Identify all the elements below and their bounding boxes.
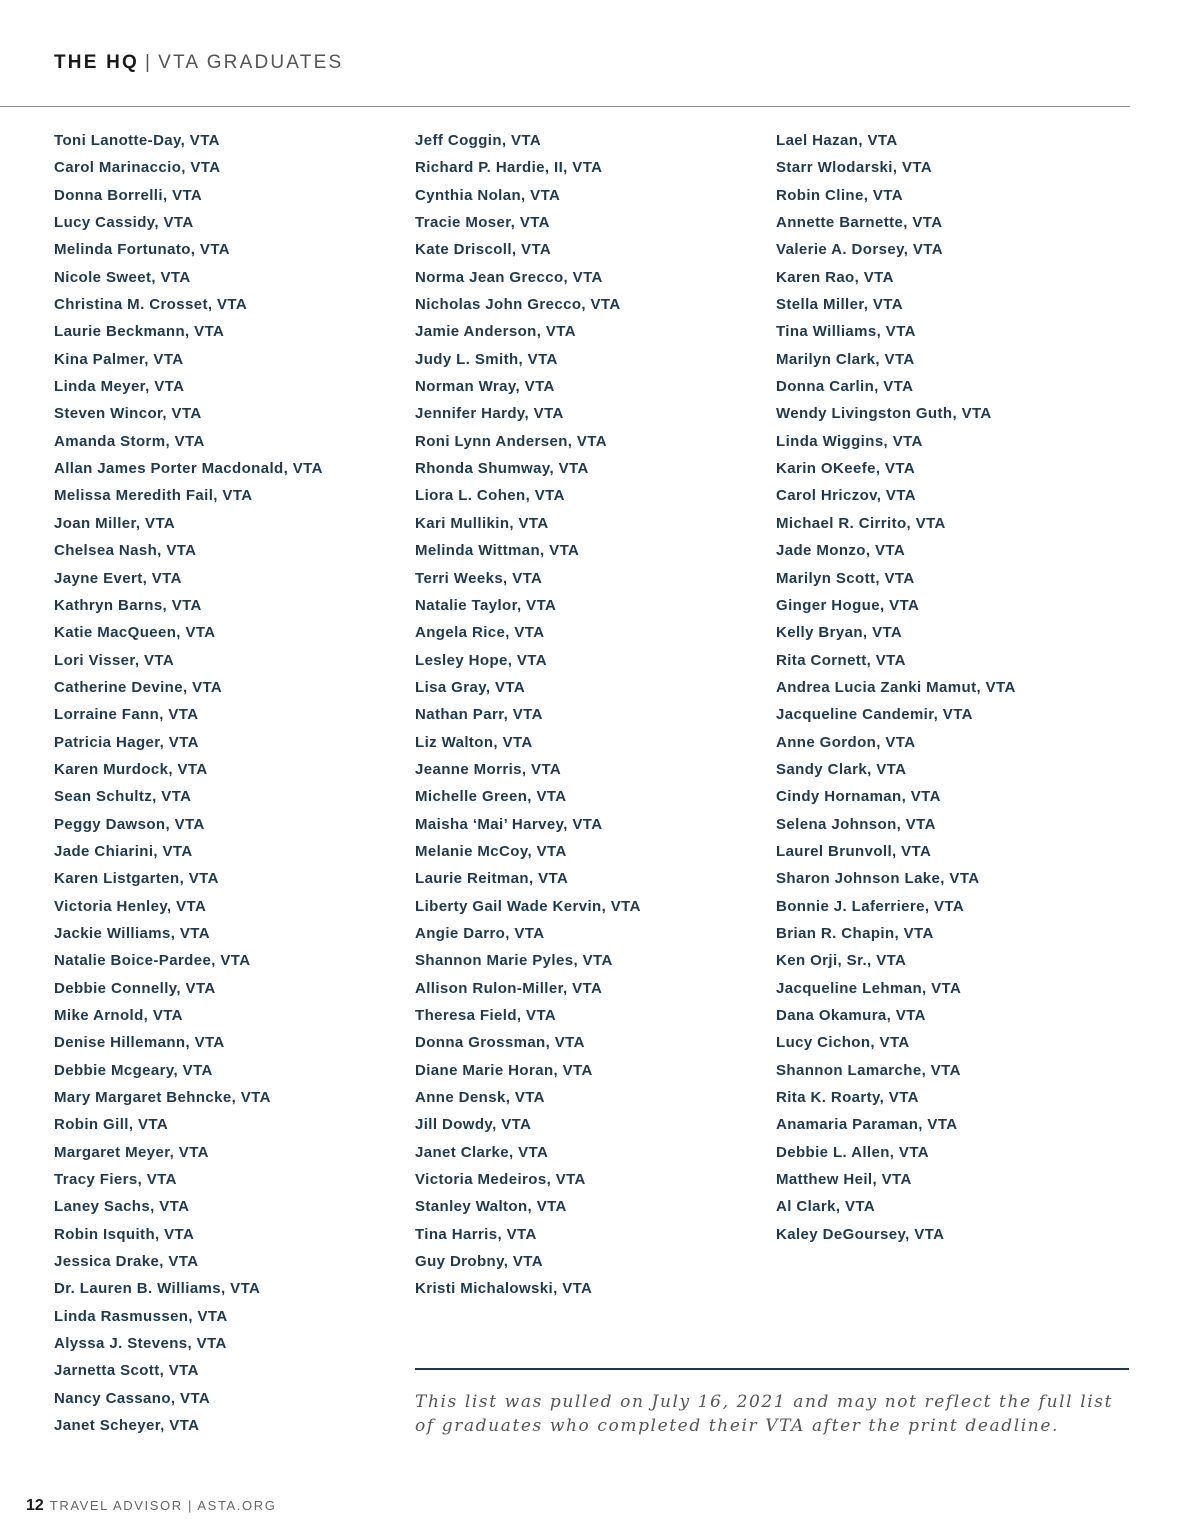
graduate-name: Debbie L. Allen, VTA (776, 1143, 930, 1161)
graduate-name: Janet Clarke, VTA (415, 1143, 549, 1161)
graduate-name: Jessica Drake, VTA (54, 1253, 199, 1271)
graduate-name: Patricia Hager, VTA (54, 733, 199, 751)
graduate-name: Tracy Fiers, VTA (54, 1171, 177, 1189)
graduate-name: Marilyn Scott, VTA (776, 569, 915, 587)
graduate-name: Robin Gill, VTA (54, 1116, 169, 1134)
graduate-name: Karen Murdock, VTA (54, 760, 208, 778)
graduate-name: Anamaria Paraman, VTA (776, 1116, 958, 1134)
graduate-name: Laurie Reitman, VTA (415, 870, 569, 888)
graduate-name: Laurie Beckmann, VTA (54, 323, 225, 341)
graduate-name: Ken Orji, Sr., VTA (776, 952, 907, 970)
graduate-name: Michael R. Cirrito, VTA (776, 514, 946, 532)
graduate-name: Sharon Johnson Lake, VTA (776, 870, 980, 888)
graduate-name: Kari Mullikin, VTA (415, 514, 549, 532)
graduate-name: Kathryn Barns, VTA (54, 596, 202, 614)
graduate-name: Lesley Hope, VTA (415, 651, 547, 669)
graduate-name: Andrea Lucia Zanki Mamut, VTA (776, 678, 1016, 696)
graduate-name: Angie Darro, VTA (415, 924, 545, 942)
graduates-column-1 (54, 130, 323, 1443)
graduate-name: Katie MacQueen, VTA (54, 624, 216, 642)
graduate-name: Jarnetta Scott, VTA (54, 1362, 199, 1380)
graduate-name: Brian R. Chapin, VTA (776, 924, 934, 942)
graduate-name: Dr. Lauren B. Williams, VTA (54, 1280, 261, 1298)
graduate-name: Dana Okamura, VTA (776, 1007, 926, 1024)
graduate-name: Joan Miller, VTA (54, 514, 176, 532)
graduate-name: Sandy Clark, VTA (776, 760, 907, 778)
graduate-name: Lisa Gray, VTA (415, 678, 526, 696)
page-header (54, 52, 343, 74)
graduate-name: Jade Monzo, VTA (776, 542, 906, 560)
graduate-name: Selena Johnson, VTA (776, 815, 936, 833)
footer-publication: TRAVEL ADVISOR | ASTA.ORG (49, 1498, 277, 1513)
graduate-name: Lucy Cassidy, VTA (54, 214, 194, 232)
page-footer (26, 1497, 276, 1515)
graduate-name: Linda Meyer, VTA (54, 378, 185, 396)
header-divider (0, 106, 1130, 107)
graduate-name: Cindy Hornaman, VTA (776, 788, 941, 806)
graduate-name: Lorraine Fann, VTA (54, 706, 199, 724)
graduate-name: Rhonda Shumway, VTA (415, 460, 589, 478)
graduate-name: Linda Wiggins, VTA (776, 432, 923, 450)
graduate-name: Richard P. Hardie, II, VTA (415, 159, 603, 177)
graduate-name: Ginger Hogue, VTA (776, 596, 920, 614)
graduate-name: Anne Densk, VTA (415, 1089, 545, 1107)
graduate-name: Victoria Henley, VTA (54, 897, 207, 915)
graduate-name: Donna Grossman, VTA (415, 1034, 585, 1052)
graduate-name: Natalie Taylor, VTA (415, 596, 557, 614)
graduate-name: Karen Rao, VTA (776, 268, 894, 286)
graduate-name: Nathan Parr, VTA (415, 706, 543, 724)
graduate-name: Norma Jean Grecco, VTA (415, 268, 603, 286)
graduate-name: Diane Marie Horan, VTA (415, 1061, 593, 1079)
graduate-name: Jackie Williams, VTA (54, 924, 210, 942)
list-disclaimer-note: This list was pulled on July 16, 2021 and may not reflect the full list of graduates who completed their VTA after the print deadline. (415, 1392, 1114, 1436)
graduate-name: Jill Dowdy, VTA (415, 1116, 532, 1134)
graduate-name: Melinda Fortunato, VTA (54, 241, 231, 259)
graduate-name: Amanda Storm, VTA (54, 432, 205, 450)
graduate-name: Debbie Mcgeary, VTA (54, 1061, 213, 1079)
graduate-name: Karin OKeefe, VTA (776, 460, 916, 478)
graduate-name: Melinda Wittman, VTA (415, 542, 580, 560)
header-brand: THE HQ (54, 52, 139, 73)
graduate-name: Shannon Lamarche, VTA (776, 1061, 961, 1079)
graduate-name: Nancy Cassano, VTA (54, 1389, 211, 1407)
graduate-name: Mike Arnold, VTA (54, 1007, 183, 1024)
graduate-name: Lael Hazan, VTA (776, 132, 898, 149)
graduate-name: Laurel Brunvoll, VTA (776, 842, 932, 860)
graduate-name: Jacqueline Lehman, VTA (776, 979, 962, 997)
note-divider (415, 1368, 1129, 1370)
graduate-name: Lori Visser, VTA (54, 651, 175, 669)
graduate-name: Kate Driscoll, VTA (415, 241, 552, 259)
graduate-name: Wendy Livingston Guth, VTA (776, 405, 992, 423)
graduate-name: Debbie Connelly, VTA (54, 979, 216, 997)
graduate-name: Anne Gordon, VTA (776, 733, 916, 751)
graduate-name: Theresa Field, VTA (415, 1007, 557, 1024)
graduate-name: Cynthia Nolan, VTA (415, 186, 561, 204)
graduate-name: Jamie Anderson, VTA (415, 323, 576, 341)
graduate-name: Denise Hillemann, VTA (54, 1034, 225, 1052)
graduate-name: Alyssa J. Stevens, VTA (54, 1335, 227, 1353)
graduate-name: Robin Isquith, VTA (54, 1225, 195, 1243)
graduate-name: Natalie Boice-Pardee, VTA (54, 952, 251, 970)
graduate-name: Jacqueline Candemir, VTA (776, 706, 973, 724)
graduate-name: Nicholas John Grecco, VTA (415, 296, 621, 314)
graduate-name: Matthew Heil, VTA (776, 1171, 912, 1189)
graduate-name: Jennifer Hardy, VTA (415, 405, 564, 423)
graduate-name: Bonnie J. Laferriere, VTA (776, 897, 965, 915)
graduate-name: Donna Borrelli, VTA (54, 186, 203, 204)
graduate-name: Liz Walton, VTA (415, 733, 533, 751)
graduate-name: Kelly Bryan, VTA (776, 624, 903, 642)
graduate-name: Toni Lanotte-Day, VTA (54, 132, 220, 149)
graduate-name: Robin Cline, VTA (776, 186, 903, 204)
graduate-name: Michelle Green, VTA (415, 788, 567, 806)
graduate-name: Carol Marinaccio, VTA (54, 159, 221, 177)
graduate-name: Shannon Marie Pyles, VTA (415, 952, 613, 970)
graduate-name: Tina Harris, VTA (415, 1225, 537, 1243)
graduate-name: Margaret Meyer, VTA (54, 1143, 209, 1161)
graduate-name: Chelsea Nash, VTA (54, 542, 197, 560)
graduate-name: Al Clark, VTA (776, 1198, 876, 1216)
graduate-name: Donna Carlin, VTA (776, 378, 914, 396)
graduate-name: Allan James Porter Macdonald, VTA (54, 460, 323, 478)
graduate-name: Catherine Devine, VTA (54, 678, 223, 696)
graduate-name: Steven Wincor, VTA (54, 405, 202, 423)
graduate-name: Jayne Evert, VTA (54, 569, 182, 587)
graduate-name: Roni Lynn Andersen, VTA (415, 432, 607, 450)
graduate-name: Melissa Meredith Fail, VTA (54, 487, 253, 505)
graduate-name: Liberty Gail Wade Kervin, VTA (415, 897, 641, 915)
graduate-name: Rita K. Roarty, VTA (776, 1089, 919, 1107)
graduate-name: Tracie Moser, VTA (415, 214, 550, 232)
graduate-name: Marilyn Clark, VTA (776, 350, 915, 368)
graduate-name: Judy L. Smith, VTA (415, 350, 558, 368)
graduates-column-2 (415, 130, 641, 1306)
graduate-name: Rita Cornett, VTA (776, 651, 906, 669)
graduate-name: Victoria Medeiros, VTA (415, 1171, 586, 1189)
graduate-name: Lucy Cichon, VTA (776, 1034, 910, 1052)
graduate-name: Karen Listgarten, VTA (54, 870, 219, 888)
graduate-name: Stanley Walton, VTA (415, 1198, 567, 1216)
graduate-name: Mary Margaret Behncke, VTA (54, 1089, 271, 1107)
graduate-name: Sean Schultz, VTA (54, 788, 192, 806)
graduate-name: Liora L. Cohen, VTA (415, 487, 565, 505)
page-number: 12 (26, 1497, 44, 1514)
graduate-name: Laney Sachs, VTA (54, 1198, 190, 1216)
graduate-name: Linda Rasmussen, VTA (54, 1307, 228, 1325)
graduate-name: Kaley DeGoursey, VTA (776, 1225, 945, 1243)
graduate-name: Valerie A. Dorsey, VTA (776, 241, 943, 259)
graduate-name: Maisha ‘Mai’ Harvey, VTA (415, 815, 603, 833)
graduate-name: Guy Drobny, VTA (415, 1253, 543, 1271)
graduate-name: Starr Wlodarski, VTA (776, 159, 933, 177)
graduate-name: Norman Wray, VTA (415, 378, 555, 396)
graduate-name: Jeff Coggin, VTA (415, 132, 542, 149)
graduate-name: Kina Palmer, VTA (54, 350, 184, 368)
graduate-name: Stella Miller, VTA (776, 296, 903, 314)
graduate-name: Peggy Dawson, VTA (54, 815, 205, 833)
graduate-name: Nicole Sweet, VTA (54, 268, 191, 286)
header-separator: | (144, 52, 153, 73)
graduate-name: Allison Rulon-Miller, VTA (415, 979, 603, 997)
graduate-name: Terri Weeks, VTA (415, 569, 543, 587)
graduate-name: Annette Barnette, VTA (776, 214, 943, 232)
graduate-name: Tina Williams, VTA (776, 323, 916, 341)
graduate-name: Christina M. Crosset, VTA (54, 296, 248, 314)
graduate-name: Jade Chiarini, VTA (54, 842, 193, 860)
graduates-column-3 (776, 130, 1016, 1251)
graduate-name: Kristi Michalowski, VTA (415, 1280, 593, 1298)
graduate-name: Melanie McCoy, VTA (415, 842, 567, 860)
graduate-name: Jeanne Morris, VTA (415, 760, 562, 778)
graduate-name: Carol Hriczov, VTA (776, 487, 917, 505)
graduate-name: Angela Rice, VTA (415, 624, 545, 642)
header-section: VTA GRADUATES (158, 52, 344, 73)
graduate-name: Janet Scheyer, VTA (54, 1417, 200, 1435)
